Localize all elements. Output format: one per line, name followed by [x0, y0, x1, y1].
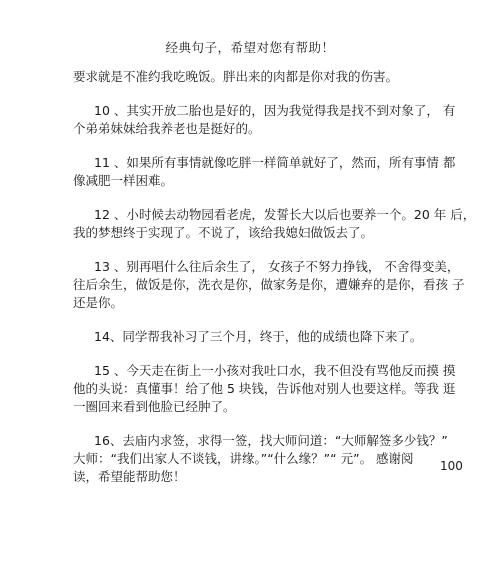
- text-line: 读，希望能帮助您！: [73, 469, 186, 484]
- page-number: 100: [440, 459, 463, 473]
- paragraph-item-10: [73, 102, 456, 138]
- text-line: 13 、别再唱什么往后余生了， 女孩子不努力挣钱， 不舍得变美，: [94, 259, 460, 274]
- text-line: 还是你。: [73, 295, 124, 310]
- paragraph-continuation: [73, 68, 441, 86]
- paragraph-item-14: [73, 328, 441, 346]
- text-line: 12 、小时候去动物园看老虎，发誓长大以后也要养一个。20 年 后，: [94, 207, 476, 222]
- text-line: 个弟弟妹妹给我养老也是挺好的。: [73, 121, 261, 136]
- page-header-title: 经典句子，希望对您有帮助！: [165, 40, 335, 55]
- text-line: 一圈回来看到他脸已经肿了。: [73, 399, 236, 414]
- text-line: 16、去庙内求签，求得一签，找大师问道：“大师解签多少钱？”: [94, 433, 448, 448]
- paragraph-item-11: [73, 154, 456, 190]
- text-line: 15 、今天走在街上一小孩对我吐口水，我不但没有骂他反而摸 摸: [94, 363, 456, 378]
- text-line: 往后余生，做饭是你，洗衣是你，做家务是你，遭嫌弃的是你，看孩 子: [73, 277, 465, 292]
- text-line: 像减肥一样困难。: [73, 173, 174, 188]
- text-line: 要求就是不准约我吃晚饭。胖出来的肉都是你对我的伤害。: [73, 69, 399, 84]
- text-line: 我的梦想终于实现了。不说了，该给我媳妇做饭去了。: [73, 225, 374, 240]
- paragraph-item-15: [73, 362, 456, 416]
- text-line: 11 、如果所有事情就像吃胖一样简单就好了，然而，所有事情 都: [94, 155, 456, 170]
- paragraph-item-12: [73, 206, 476, 242]
- paragraph-item-16: [73, 432, 448, 486]
- text-line: 他的头说：真懂事！给了他 5 块钱，告诉他对别人也要这样。等我 逛: [73, 381, 456, 396]
- paragraph-item-13: [73, 258, 465, 312]
- text-line: 14、同学帮我补习了三个月，终于，他的成绩也降下来了。: [94, 329, 423, 344]
- text-line: 大师：“我们出家人不谈钱，讲缘。”“什么缘？”“ 元”。 感谢阅: [73, 451, 414, 466]
- text-line: 10 、其实开放二胎也是好的，因为我觉得我是找不到对象了， 有: [94, 103, 456, 118]
